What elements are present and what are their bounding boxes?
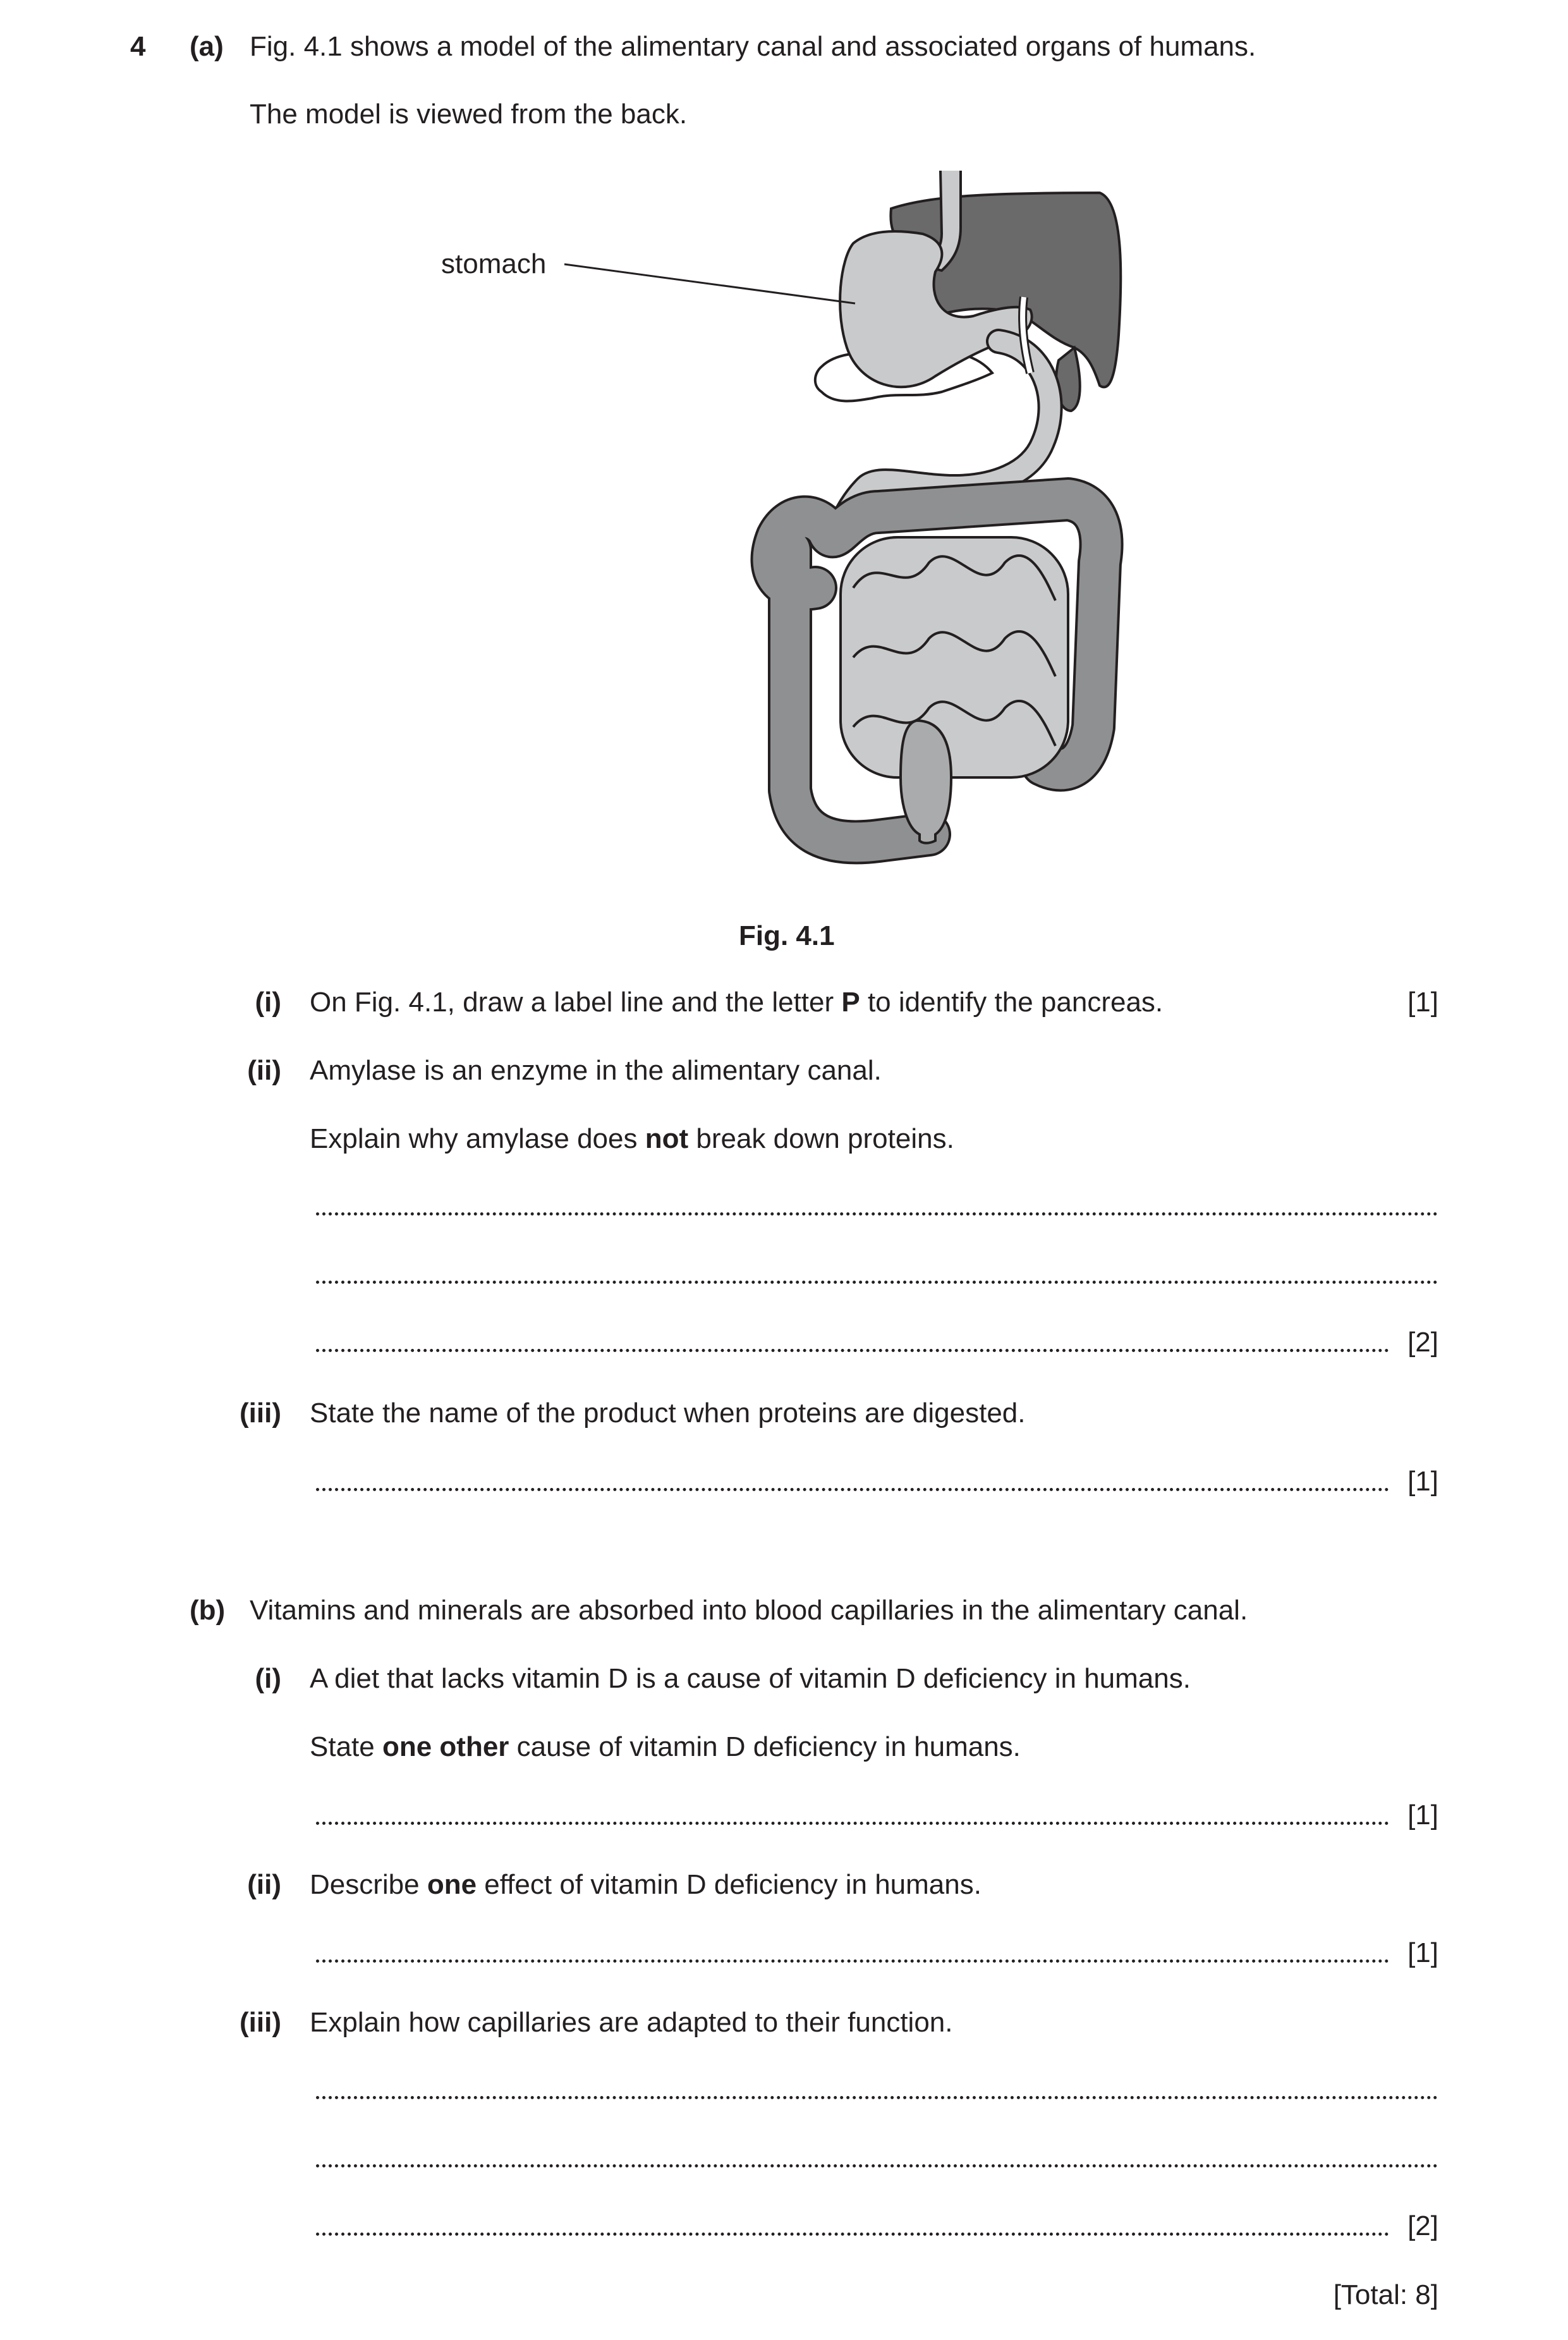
a-ii-text-1: Amylase is an enzyme in the alimentary canal. xyxy=(310,1055,882,1086)
answer-line[interactable] xyxy=(316,2233,1389,2236)
answer-line[interactable] xyxy=(316,1212,1438,1216)
a-iii-text: State the name of the product when proteins are digested. xyxy=(310,1398,1026,1429)
b-ii-mark: [1] xyxy=(1407,1937,1438,1968)
figure-caption: Fig. 4.1 xyxy=(739,920,835,951)
b-iii-number: (iii) xyxy=(240,2007,281,2038)
stomach-label: stomach xyxy=(441,248,547,279)
answer-line[interactable] xyxy=(316,1281,1438,1284)
alimentary-canal-figure xyxy=(436,158,1131,872)
a-i-number: (i) xyxy=(255,987,281,1018)
answer-line[interactable] xyxy=(316,1959,1389,1963)
total-marks: [Total: 8] xyxy=(1333,2279,1438,2310)
b-i-text-2: State one other cause of vitamin D deficiency in humans. xyxy=(310,1731,1021,1762)
answer-line[interactable] xyxy=(316,1488,1389,1491)
a-ii-mark: [2] xyxy=(1407,1327,1438,1358)
a-iii-number: (iii) xyxy=(240,1398,281,1429)
answer-line[interactable] xyxy=(316,1349,1389,1352)
b-ii-number: (ii) xyxy=(247,1869,281,1900)
b-i-text-1: A diet that lacks vitamin D is a cause of vitamin D deficiency in humans. xyxy=(310,1663,1191,1694)
b-ii-text: Describe one effect of vitamin D deficiency in humans. xyxy=(310,1869,982,1900)
part-b-label: (b) xyxy=(190,1595,226,1626)
a-ii-number: (ii) xyxy=(247,1055,281,1086)
part-a-label: (a) xyxy=(190,31,224,62)
question-number: 4 xyxy=(130,31,146,62)
a-ii-text-2: Explain why amylase does not break down proteins. xyxy=(310,1123,954,1154)
answer-line[interactable] xyxy=(316,2096,1438,2099)
a-iii-mark: [1] xyxy=(1407,1466,1438,1497)
part-b-intro: Vitamins and minerals are absorbed into blood capillaries in the alimentary canal. xyxy=(250,1595,1248,1626)
answer-line[interactable] xyxy=(316,2164,1438,2167)
b-i-number: (i) xyxy=(255,1663,281,1694)
a-i-mark: [1] xyxy=(1407,987,1438,1018)
answer-line[interactable] xyxy=(316,1822,1389,1825)
b-iii-mark: [2] xyxy=(1407,2210,1438,2241)
b-i-mark: [1] xyxy=(1407,1800,1438,1831)
part-a-intro: Fig. 4.1 shows a model of the alimentary canal and associated organs of humans. xyxy=(250,31,1256,62)
stomach-label-line xyxy=(564,264,855,303)
b-iii-text: Explain how capillaries are adapted to their function. xyxy=(310,2007,953,2038)
part-a-intro-2: The model is viewed from the back. xyxy=(250,99,688,130)
a-i-text: On Fig. 4.1, draw a label line and the letter P to identify the pancreas. xyxy=(310,987,1164,1018)
